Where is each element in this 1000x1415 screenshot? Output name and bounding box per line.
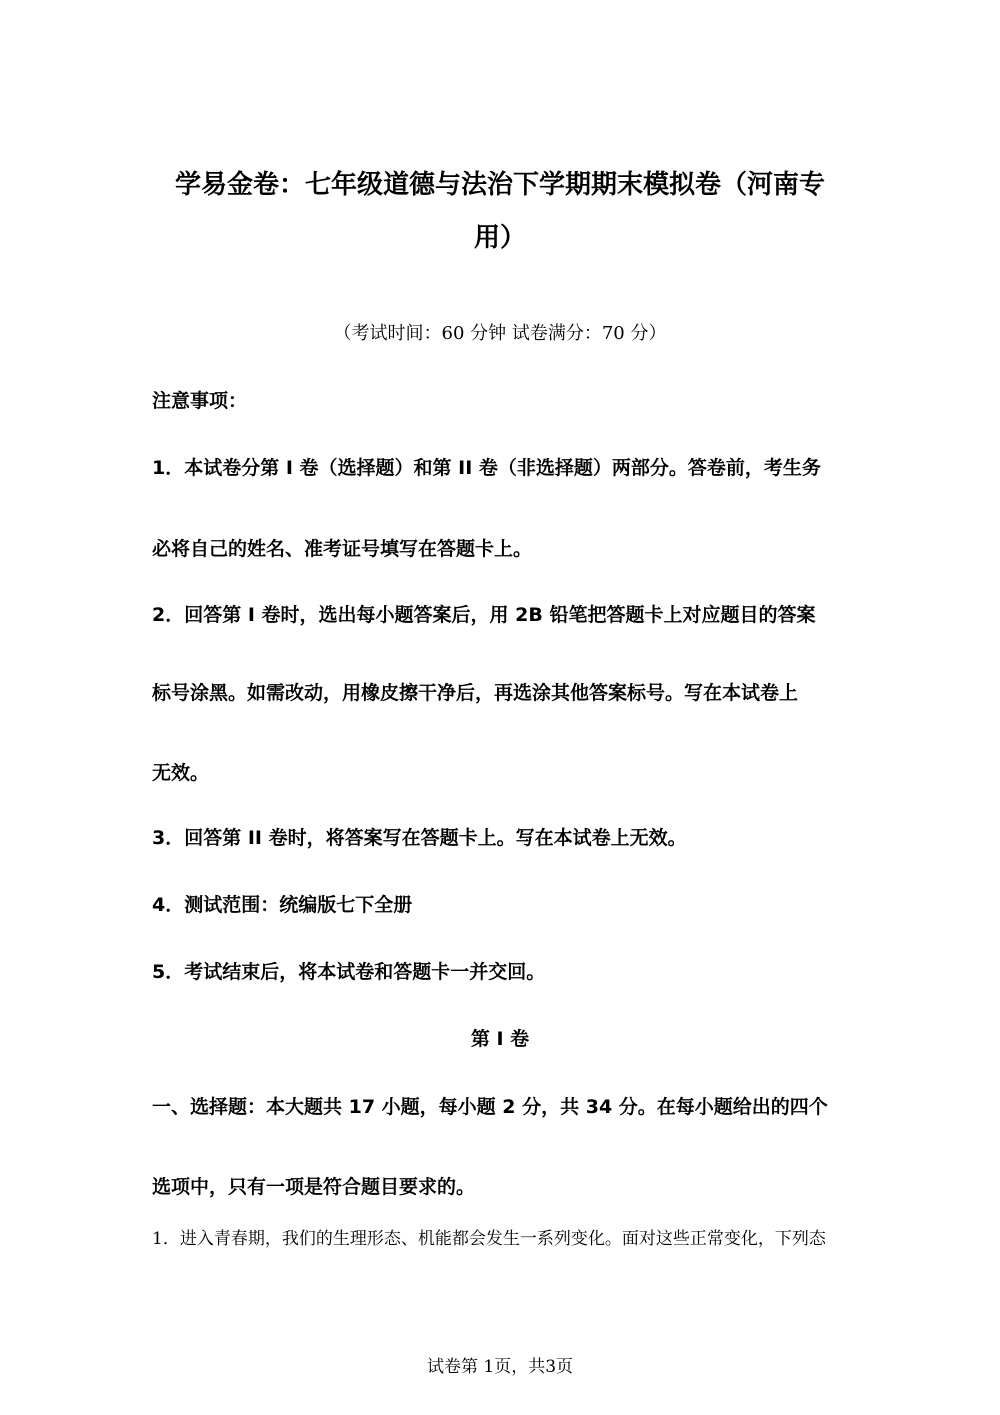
notice-line: 4．测试范围：统编版七下全册 [152, 894, 413, 916]
notice-line: 2．回答第 I 卷时，选出每小题答案后，用 2B 铅笔把答题卡上对应题目的答案 [152, 604, 816, 626]
notice-line: 3．回答第 II 卷时，将答案写在答题卡上。写在本试卷上无效。 [152, 827, 687, 849]
notice-line: 无效。 [152, 762, 210, 784]
exam-title-line-2: 用） [473, 223, 526, 253]
section-instruction-line-1: 一、选择题：本大题共 17 小题，每小题 2 分，共 34 分。在每小题给出的四个 [152, 1096, 828, 1118]
notice-line: 必将自己的姓名、准考证号填写在答题卡上。 [152, 538, 533, 560]
notice-line: 标号涂黑。如需改动，用橡皮擦干净后，再选涂其他答案标号。写在本试卷上 [152, 682, 799, 704]
notice-line: 1．本试卷分第 I 卷（选择题）和第 II 卷（非选择题）两部分。答卷前，考生务 [152, 457, 821, 479]
exam-title-line-1: 学易金卷：七年级道德与法治下学期期末模拟卷（河南专 [174, 170, 825, 200]
section-instruction-line-2: 选项中，只有一项是符合题目要求的。 [152, 1176, 476, 1198]
part-heading: 第 I 卷 [470, 1028, 530, 1050]
page-footer: 试卷第 1页，共3页 [426, 1357, 574, 1377]
notice-heading: 注意事项： [152, 390, 248, 412]
notice-line: 5．考试结束后，将本试卷和答题卡一并交回。 [152, 961, 546, 983]
exam-info: （考试时间：60 分钟 试卷满分：70 分） [333, 323, 667, 344]
question-1-text: 1．进入青春期，我们的生理形态、机能都会发生一系列变化。面对这些正常变化，下列态 [152, 1229, 826, 1249]
